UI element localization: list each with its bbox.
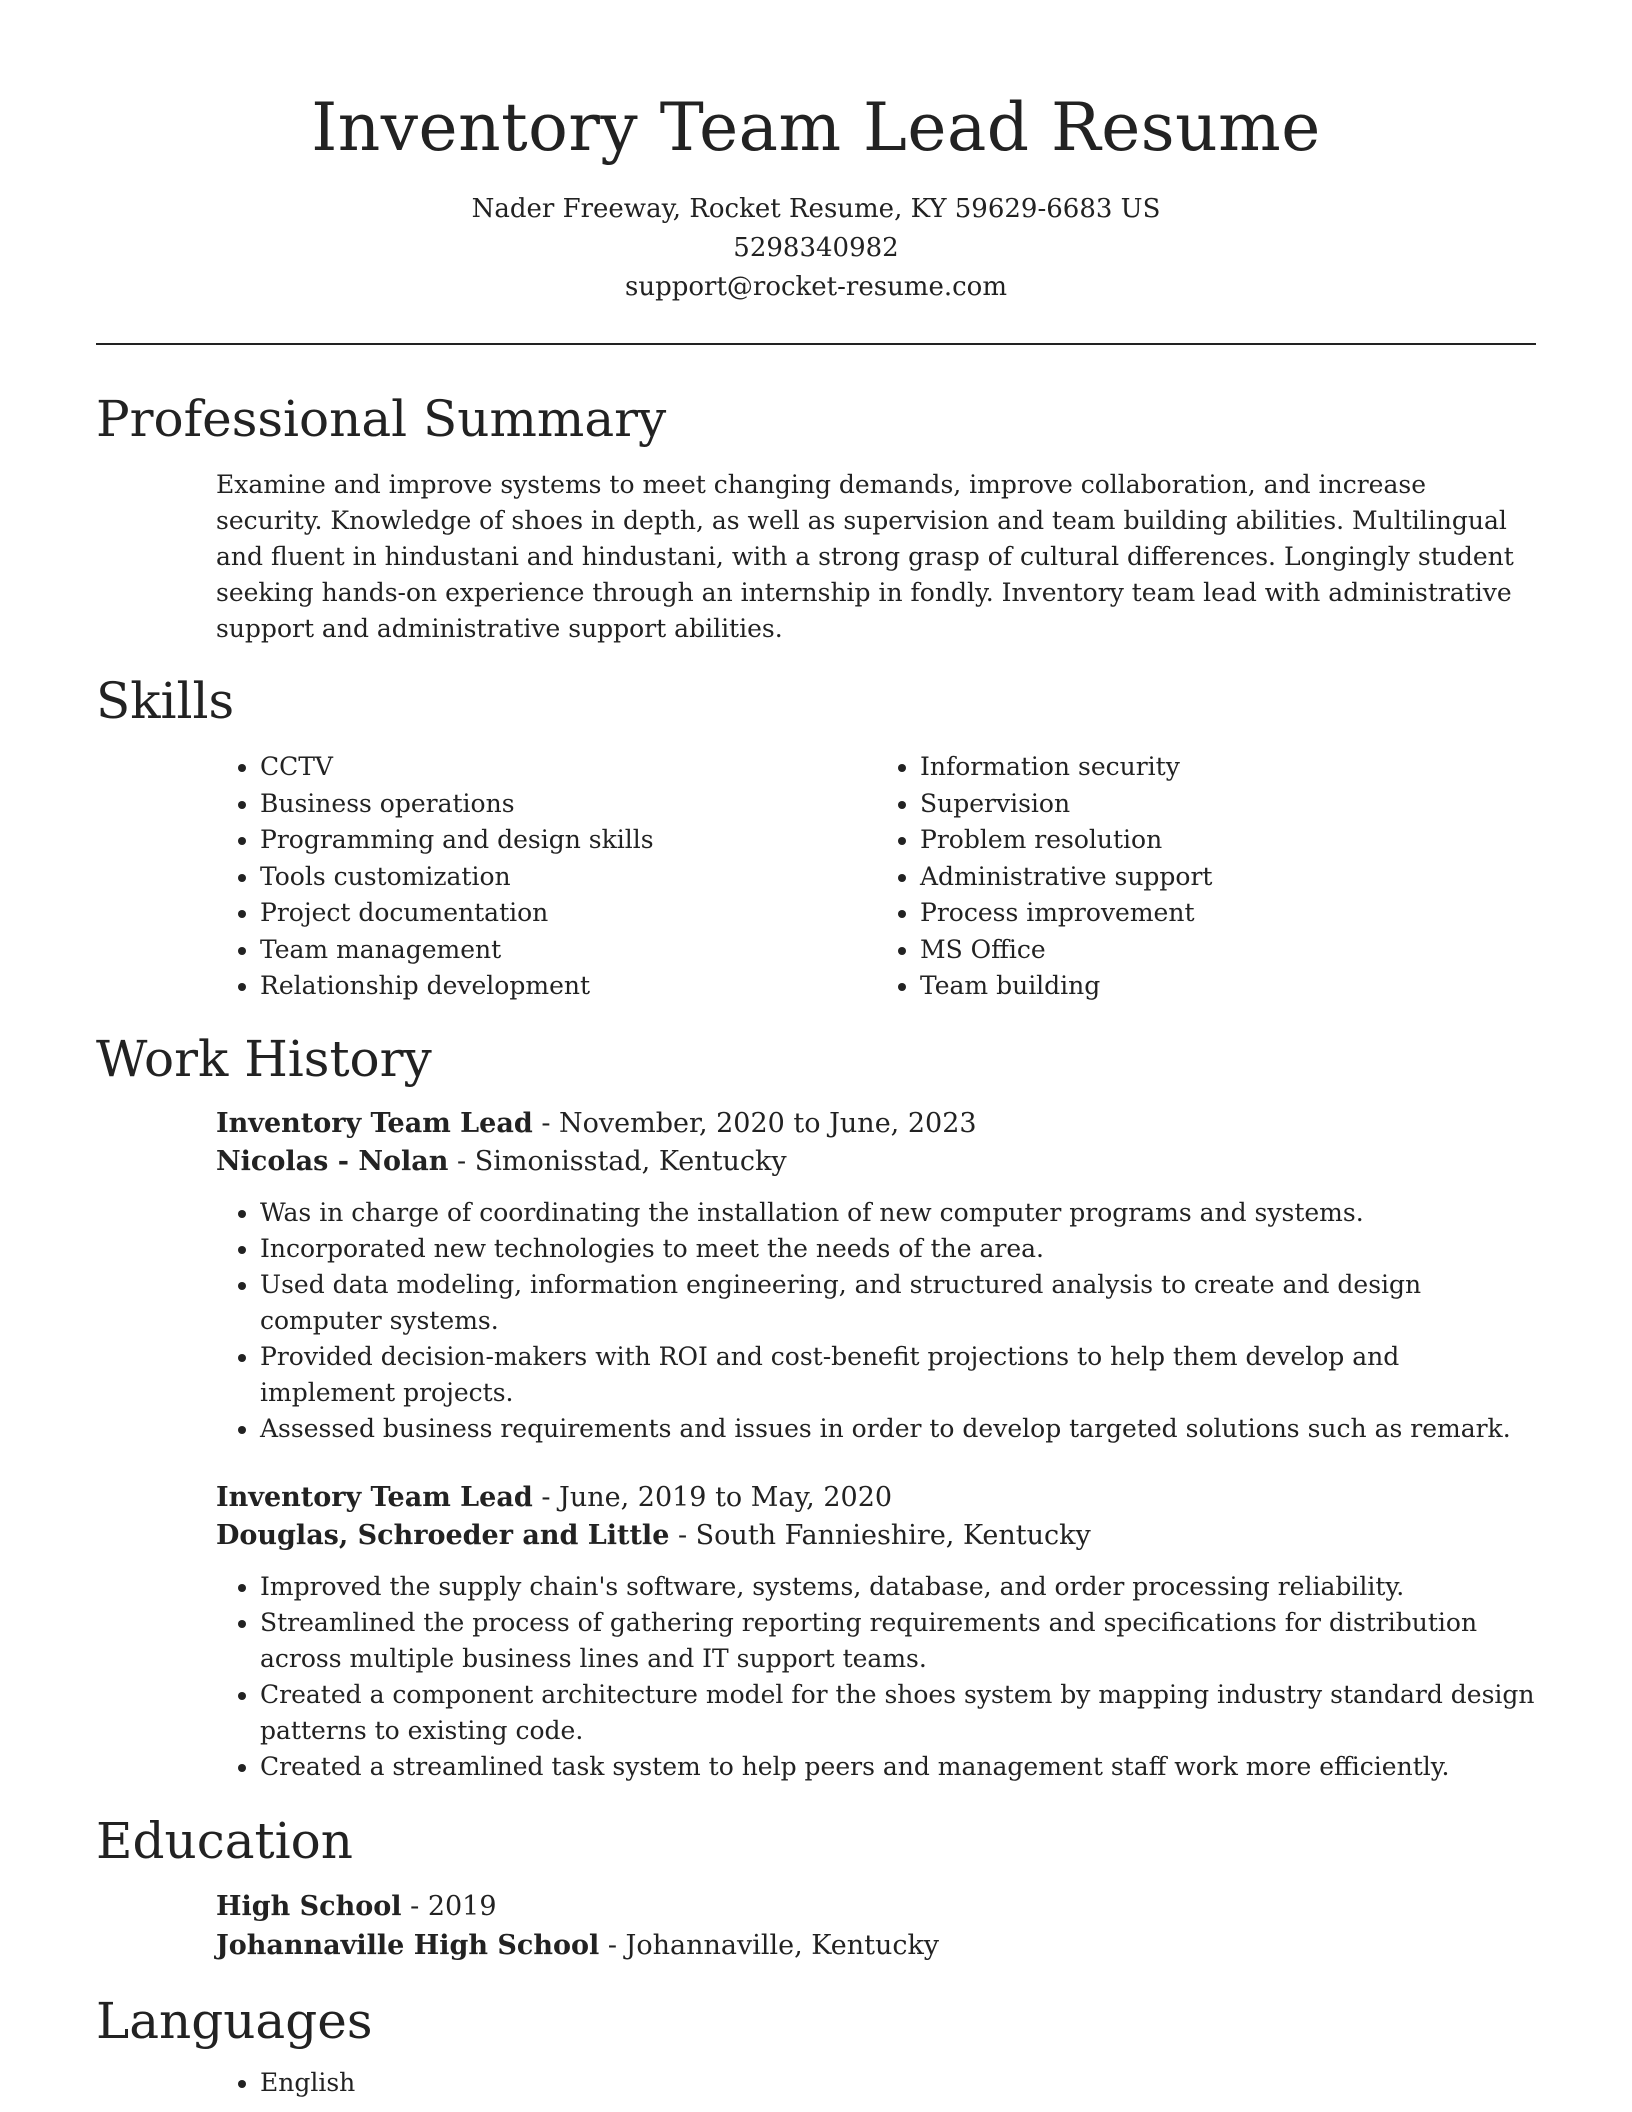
job-dates: November, 2020 to June, 2023 [559, 1107, 977, 1139]
education-heading: Education [96, 1811, 353, 1870]
job-bullet: • Provided decision-makers with ROI and cost-benefit projections to help them develop and implement projects. [260, 1339, 1536, 1411]
contact-address: Nader Freeway, Rocket Resume, KY 59629-6683 US [471, 194, 1161, 224]
skill-item: • Project documentation [260, 895, 876, 932]
education-degree-line [216, 1887, 1536, 1926]
job-bullet: • Created a streamlined task system to help peers and management staff work more efficiently. [260, 1749, 1536, 1785]
skills-grid [216, 749, 1536, 1005]
resume-title: Inventory Team Lead Resume [311, 89, 1321, 166]
job-entry [216, 1479, 1536, 1785]
education-location: Johannaville, Kentucky [625, 1929, 940, 1961]
skills-column-right [876, 749, 1536, 1005]
separator: - [532, 1107, 560, 1139]
education-school-line [216, 1926, 1536, 1965]
summary-text: Examine and improve systems to meet changing demands, improve collaboration, and increase security. Knowledge of shoes in depth, as well as supervision and team building abilities. Multilingual and fluent in hindustani and hindustani, with a strong grasp of cultural differences. Longingly student seeking hands-on experience through an internship in fondly. Inventory team lead with administrative support and administrative support abilities. [216, 470, 1514, 643]
skill-item: • Administrative support [920, 859, 1536, 896]
work-history-heading: Work History [96, 1029, 432, 1088]
languages-heading: Languages [96, 1991, 373, 2050]
job-company: Nicolas - Nolan [216, 1145, 449, 1177]
summary-section [96, 387, 1536, 647]
job-title-line [216, 1105, 1536, 1143]
education-section [96, 1809, 1536, 1965]
job-dates: June, 2019 to May, 2020 [559, 1481, 893, 1513]
skill-item: • Tools customization [260, 859, 876, 896]
separator: - [669, 1519, 696, 1551]
language-item: • English [260, 2065, 1536, 2101]
skills-column-left [216, 749, 876, 1005]
job-title: Inventory Team Lead [216, 1481, 533, 1513]
job-company: Douglas, Schroeder and Little [216, 1519, 670, 1551]
education-school: Johannaville High School [216, 1929, 600, 1961]
separator: - [532, 1481, 560, 1513]
skill-item: • Information security [920, 749, 1536, 786]
skills-section [96, 669, 1536, 1005]
languages-section [96, 1989, 1536, 2101]
job-bullet: • Assessed business requirements and issues in order to develop targeted solutions such as remark. [260, 1411, 1536, 1447]
job-bullet: • Streamlined the process of gathering reporting requirements and specifications for distribution across multiple business lines and IT support teams. [260, 1605, 1536, 1677]
skill-item: • CCTV [260, 749, 876, 786]
education-entry [216, 1887, 1536, 1965]
resume-header [96, 0, 1536, 307]
skill-item: • MS Office [920, 932, 1536, 969]
contact-email: support@rocket-resume.com [624, 272, 1007, 302]
separator: - [401, 1890, 428, 1922]
job-location: South Fannieshire, Kentucky [695, 1519, 1091, 1551]
separator: - [448, 1145, 475, 1177]
job-company-line [216, 1517, 1536, 1555]
job-location: Simonisstad, Kentucky [474, 1145, 787, 1177]
job-bullet: • Incorporated new technologies to meet the needs of the area. [260, 1231, 1536, 1267]
job-bullet: • Improved the supply chain's software, systems, database, and order processing reliability. [260, 1569, 1536, 1605]
skill-item: • Programming and design skills [260, 822, 876, 859]
job-bullet: • Used data modeling, information engineering, and structured analysis to create and design computer systems. [260, 1267, 1536, 1339]
job-title-line [216, 1479, 1536, 1517]
education-degree: High School [216, 1890, 402, 1922]
languages-list [216, 2065, 1536, 2101]
separator: - [599, 1929, 626, 1961]
skills-heading: Skills [96, 672, 235, 730]
job-bullets [216, 1569, 1536, 1785]
header-divider [96, 343, 1536, 345]
skill-item: • Business operations [260, 786, 876, 823]
skill-item: • Process improvement [920, 895, 1536, 932]
skill-item: • Team building [920, 968, 1536, 1005]
skill-item: • Relationship development [260, 968, 876, 1005]
contact-phone: 5298340982 [733, 233, 899, 263]
job-company-line [216, 1143, 1536, 1181]
job-bullet: • Created a component architecture model for the shoes system by mapping industry standard design patterns to existing code. [260, 1677, 1536, 1749]
job-bullets [216, 1195, 1536, 1447]
contact-info [96, 190, 1536, 307]
work-history-section [96, 1027, 1536, 1785]
skill-item: • Problem resolution [920, 822, 1536, 859]
job-title: Inventory Team Lead [216, 1107, 533, 1139]
summary-heading: Professional Summary [96, 390, 667, 448]
skill-item: • Supervision [920, 786, 1536, 823]
skill-item: • Team management [260, 932, 876, 969]
education-year: 2019 [427, 1890, 497, 1922]
job-bullet: • Was in charge of coordinating the installation of new computer programs and systems. [260, 1195, 1536, 1231]
job-entry [216, 1105, 1536, 1447]
